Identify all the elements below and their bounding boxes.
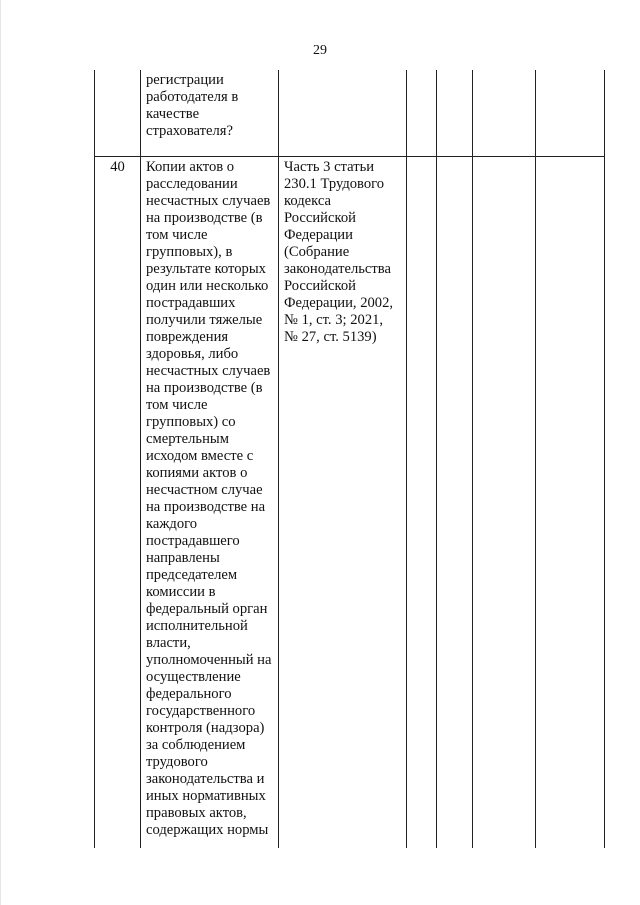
legal-reference-line: Федерации [284, 226, 353, 243]
question-line: федерального [146, 685, 232, 702]
question-line: смертельным [146, 430, 229, 447]
legal-reference-line: № 27, ст. 5139) [284, 328, 377, 345]
question-line: осуществление [146, 668, 241, 685]
page-number: 29 [313, 43, 327, 58]
question-line: за соблюдением [146, 736, 246, 753]
not-applicable-cell [473, 70, 536, 156]
answer-yes-cell [407, 70, 437, 156]
legal-reference-cell [279, 156, 407, 848]
question-line: государственного [146, 702, 256, 719]
question-line: трудового [146, 753, 208, 770]
question-line: групповых), в [146, 243, 233, 260]
requirements-table [94, 70, 605, 848]
question-line: власти, [146, 634, 191, 651]
question-line: несчастных случаев [146, 362, 271, 379]
answer-yes-cell [407, 156, 437, 848]
question-line: на производстве (в [146, 379, 263, 396]
question-line: Копии актов о [146, 158, 235, 175]
legal-reference-line: законодательства [284, 260, 391, 277]
legal-reference-line: Федерации, 2002, [284, 294, 394, 311]
legal-reference-line: № 1, ст. 3; 2021, [284, 311, 384, 328]
question-cell [141, 70, 279, 156]
table-row [95, 156, 605, 848]
question-line: один или несколько [146, 277, 269, 294]
question-line: результате которых [146, 260, 266, 277]
legal-reference-line: Российской [284, 277, 356, 294]
question-line: несчастных случаев [146, 192, 271, 209]
note-cell [536, 70, 605, 156]
answer-no-cell [437, 156, 473, 848]
question-line: регистрации [146, 72, 224, 88]
question-line: качестве [146, 106, 200, 122]
question-line: законодательства и [146, 770, 265, 787]
question-line: копиями актов о [146, 464, 248, 481]
question-line: контроля (надзора) [146, 719, 265, 736]
question-line: получили тяжелые [146, 311, 263, 328]
question-line: направлены [146, 549, 220, 566]
question-line: содержащих нормы [146, 821, 269, 838]
table-row [95, 70, 605, 156]
legal-reference-cell [279, 70, 407, 156]
legal-reference-line: 230.1 Трудового [284, 175, 385, 192]
question-line: комиссии в [146, 583, 216, 600]
legal-reference-line: кодекса [284, 192, 331, 209]
question-line: исполнительной [146, 617, 248, 634]
question-line: страхователя? [146, 123, 233, 139]
question-line: исходом вместе с [146, 447, 254, 464]
legal-reference-line: (Собрание [284, 243, 350, 260]
question-line: пострадавшего [146, 532, 240, 549]
question-line: правовых актов, [146, 804, 247, 821]
question-line: федеральный орган [146, 600, 268, 617]
question-line: председателем [146, 566, 238, 583]
answer-no-cell [437, 70, 473, 156]
question-line: повреждения [146, 328, 229, 345]
question-line: пострадавших [146, 294, 236, 311]
question-line: на производстве на [146, 498, 266, 515]
question-line: том числе [146, 396, 208, 413]
question-line: работодателя в [146, 89, 239, 105]
row-number [95, 70, 141, 156]
legal-reference-line: Часть 3 статьи [284, 158, 375, 175]
question-line: групповых) со [146, 413, 236, 430]
legal-reference-line: Российской [284, 209, 356, 226]
not-applicable-cell [473, 156, 536, 848]
question-line: расследовании [146, 175, 238, 192]
question-line: иных нормативных [146, 787, 266, 804]
question-line: здоровья, либо [146, 345, 239, 362]
question-cell [141, 156, 279, 848]
question-line: том числе [146, 226, 208, 243]
row-number: 40 [95, 156, 141, 848]
question-line: уполномоченный на [146, 651, 272, 668]
note-cell [536, 156, 605, 848]
question-line: каждого [146, 515, 198, 532]
question-line: на производстве (в [146, 209, 263, 226]
question-line: несчастном случае [146, 481, 263, 498]
